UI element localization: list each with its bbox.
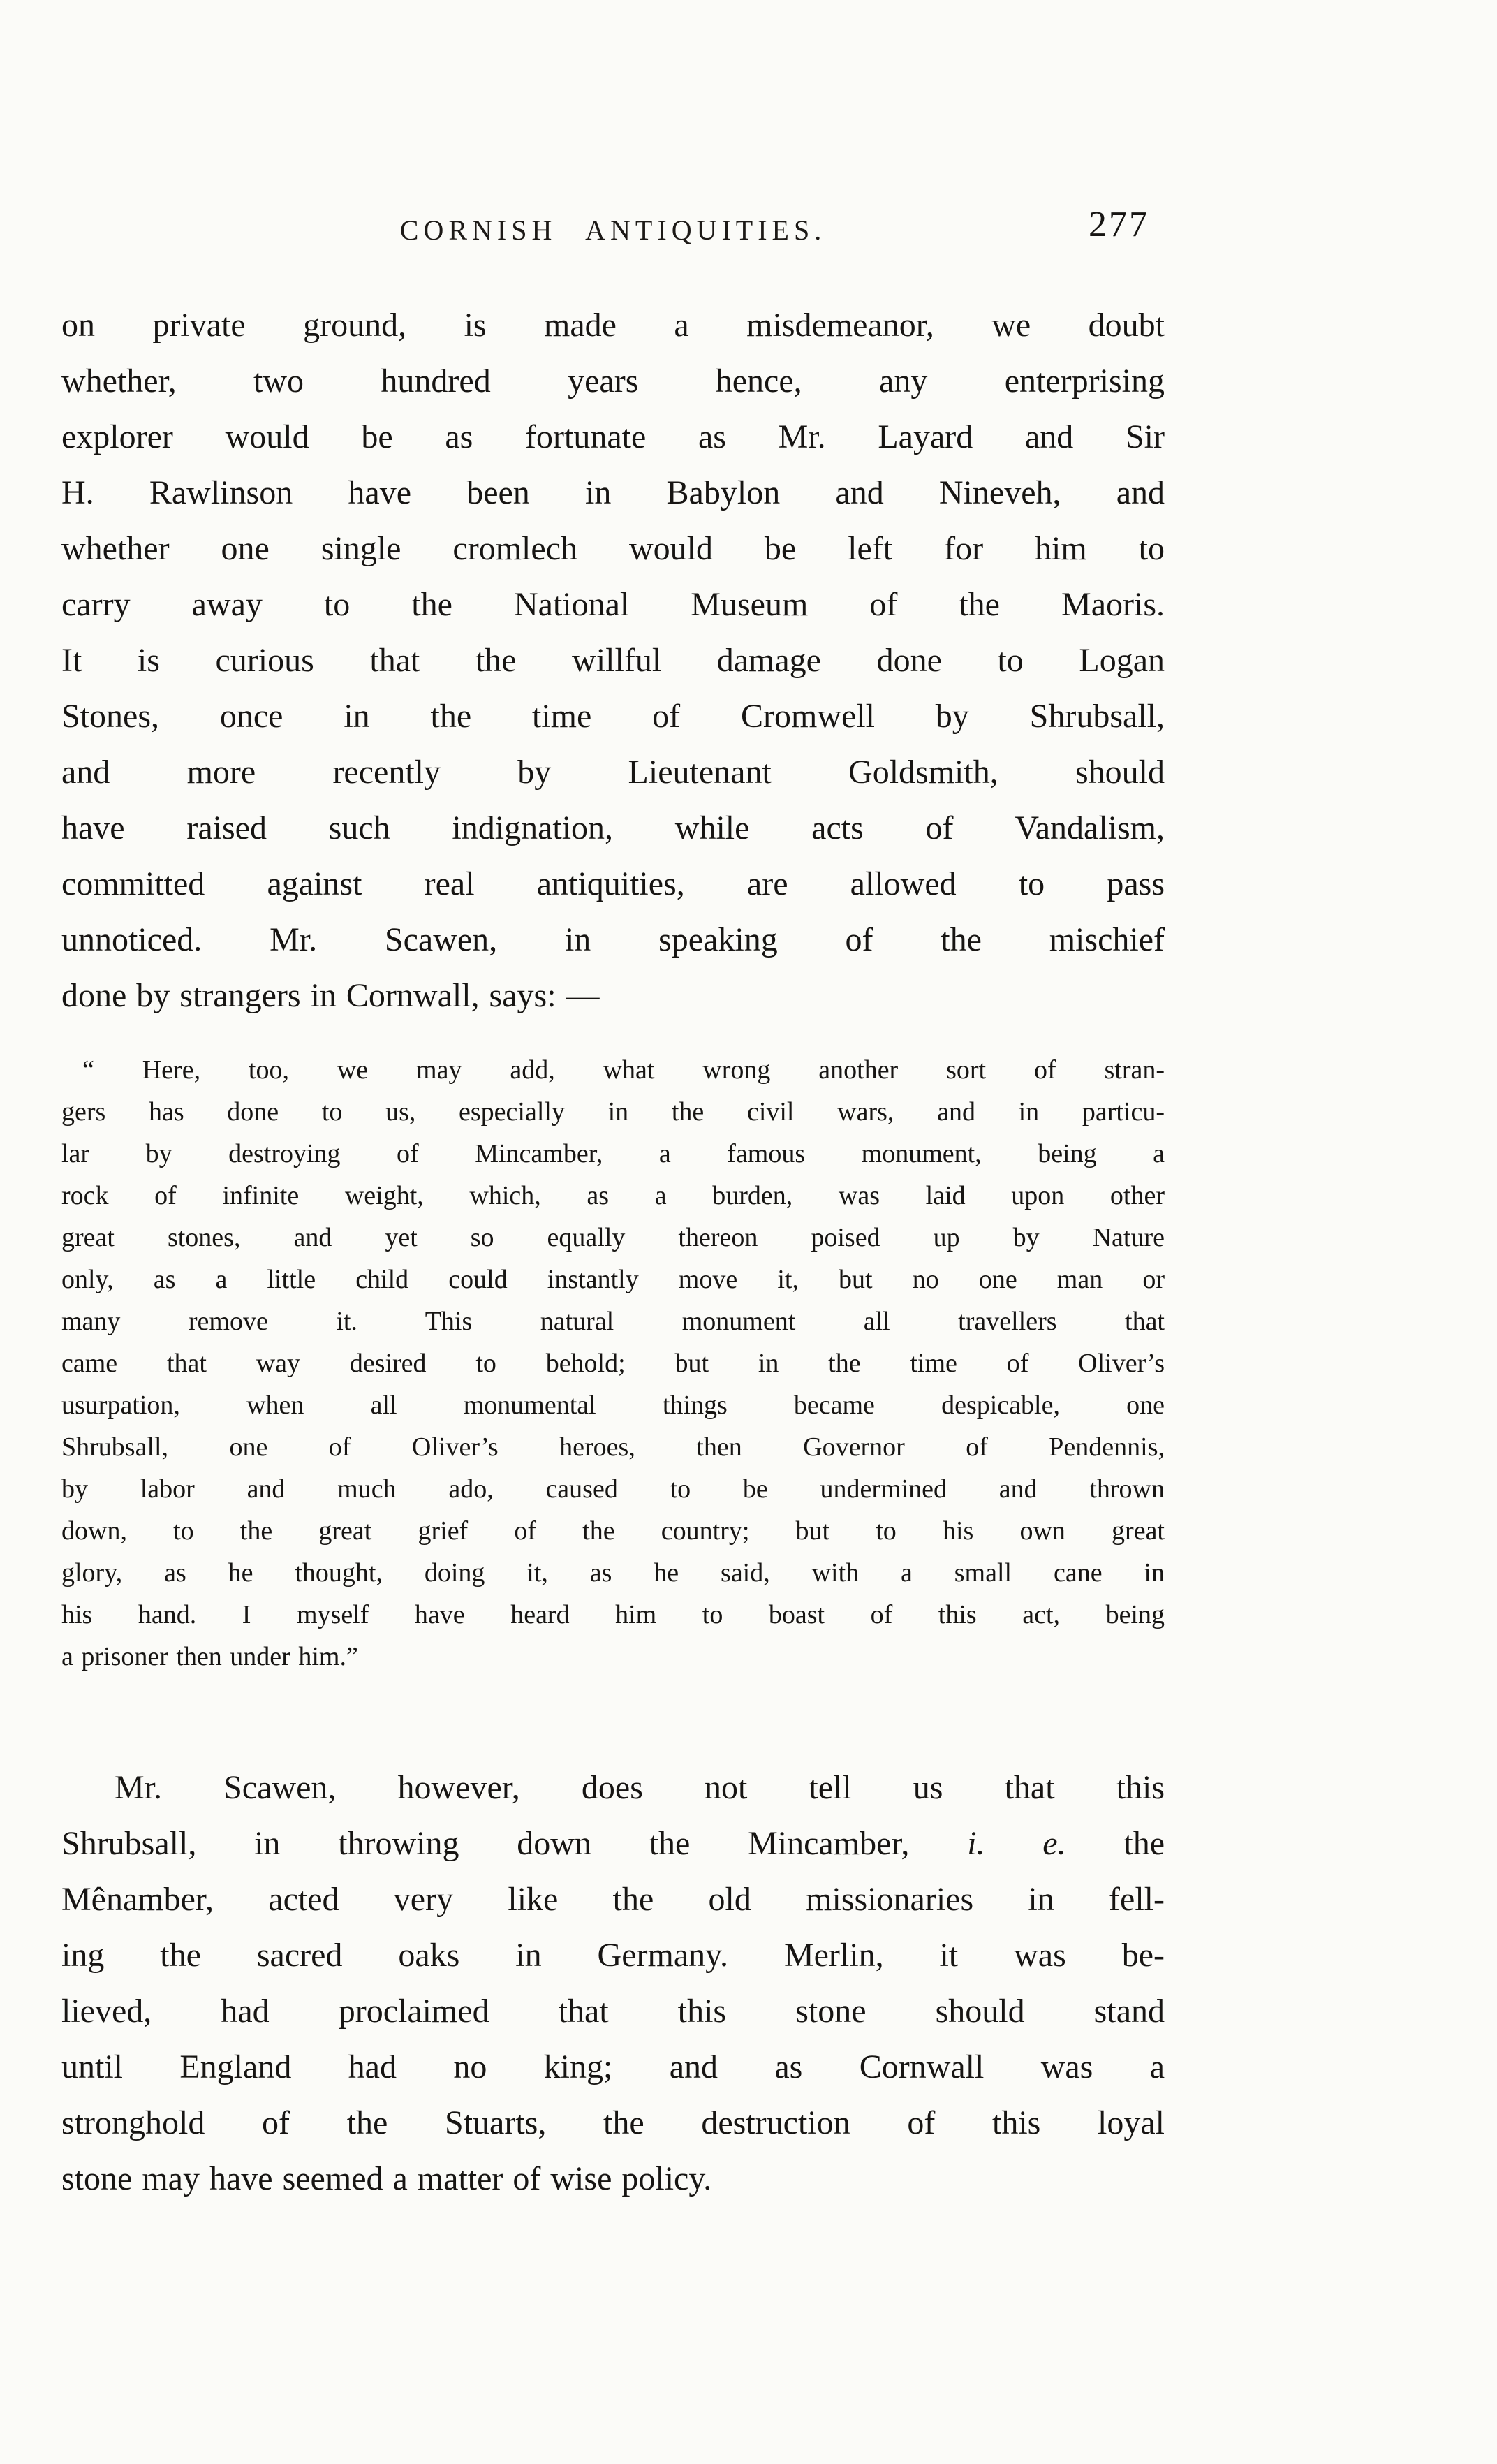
text-line: lieved, had proclaimed that this stone should stand — [61, 1993, 1165, 2030]
text-line: have raised such indignation, while acts of Vandalism, — [61, 809, 1165, 846]
paragraph-main-2 — [61, 1760, 1165, 2207]
text-line: Shrubsall, in throwing down the Mincamber, i. e. the — [61, 1825, 1165, 1862]
page-number: 277 — [1089, 205, 1149, 244]
text-line: H. Rawlinson have been in Babylon and Nineveh, and — [61, 474, 1165, 511]
text-line: Mênamber, acted very like the old missionaries in fell- — [61, 1881, 1165, 1918]
text-line: “ Here, too, we may add, what wrong another sort of stran- — [82, 1055, 1165, 1085]
text-line: whether, two hundred years hence, any enterprising — [61, 362, 1165, 399]
text-line: down, to the great grief of the country; but to his own great — [61, 1516, 1165, 1546]
text-line: glory, as he thought, doing it, as he said, with a small cane in — [61, 1558, 1165, 1587]
text-line: Mr. Scawen, however, does not tell us that this — [115, 1769, 1165, 1806]
text-line: many remove it. This natural monument all travellers that — [61, 1307, 1165, 1336]
text-line: Stones, once in the time of Cromwell by Shrubsall, — [61, 698, 1165, 735]
text-line: committed against real antiquities, are allowed to pass — [61, 865, 1165, 902]
text-line: great stones, and yet so equally thereon poised up by Nature — [61, 1223, 1165, 1252]
text-line: rock of infinite weight, which, as a burden, was laid upon other — [61, 1181, 1165, 1210]
text-line: stronghold of the Stuarts, the destruction of this loyal — [61, 2104, 1165, 2141]
text-line: done by strangers in Cornwall, says: — — [61, 977, 600, 1014]
text-line: a prisoner then under him.” — [61, 1642, 358, 1671]
text-line: It is curious that the willful damage done to Logan — [61, 642, 1165, 679]
text-line: and more recently by Lieutenant Goldsmith, should — [61, 754, 1165, 791]
text-line: until England had no king; and as Cornwall was a — [61, 2048, 1165, 2085]
text-line: usurpation, when all monumental things became despicable, one — [61, 1391, 1165, 1420]
text-line: unnoticed. Mr. Scawen, in speaking of the mischief — [61, 921, 1165, 958]
text-line: gers has done to us, especially in the civil wars, and in particu- — [61, 1097, 1165, 1127]
text-line: stone may have seemed a matter of wise policy. — [61, 2160, 712, 2197]
running-header — [61, 207, 1165, 256]
text-line: Shrubsall, one of Oliver’s heroes, then Governor of Pendennis, — [61, 1432, 1165, 1462]
text-line: on private ground, is made a misdemeanor, we doubt — [61, 307, 1165, 344]
blockquote-scawen — [61, 1049, 1165, 1678]
paragraph-main-1 — [61, 298, 1165, 1024]
text-line: came that way desired to behold; but in the time of Oliver’s — [61, 1349, 1165, 1378]
text-line: explorer would be as fortunate as Mr. Layard and Sir — [61, 418, 1165, 455]
text-line: his hand. I myself have heard him to boast of this act, being — [61, 1600, 1165, 1629]
text-line: whether one single cromlech would be left for him to — [61, 530, 1165, 567]
text-line: lar by destroying of Mincamber, a famous monument, being a — [61, 1139, 1165, 1168]
text-line: ing the sacred oaks in Germany. Merlin, it was be- — [61, 1937, 1165, 1974]
text-line: only, as a little child could instantly move it, but no one man or — [61, 1265, 1165, 1294]
text-line: carry away to the National Museum of the Maoris. — [61, 586, 1165, 623]
text-line: by labor and much ado, caused to be undermined and thrown — [61, 1474, 1165, 1504]
running-title: CORNISH ANTIQUITIES. — [399, 214, 827, 246]
